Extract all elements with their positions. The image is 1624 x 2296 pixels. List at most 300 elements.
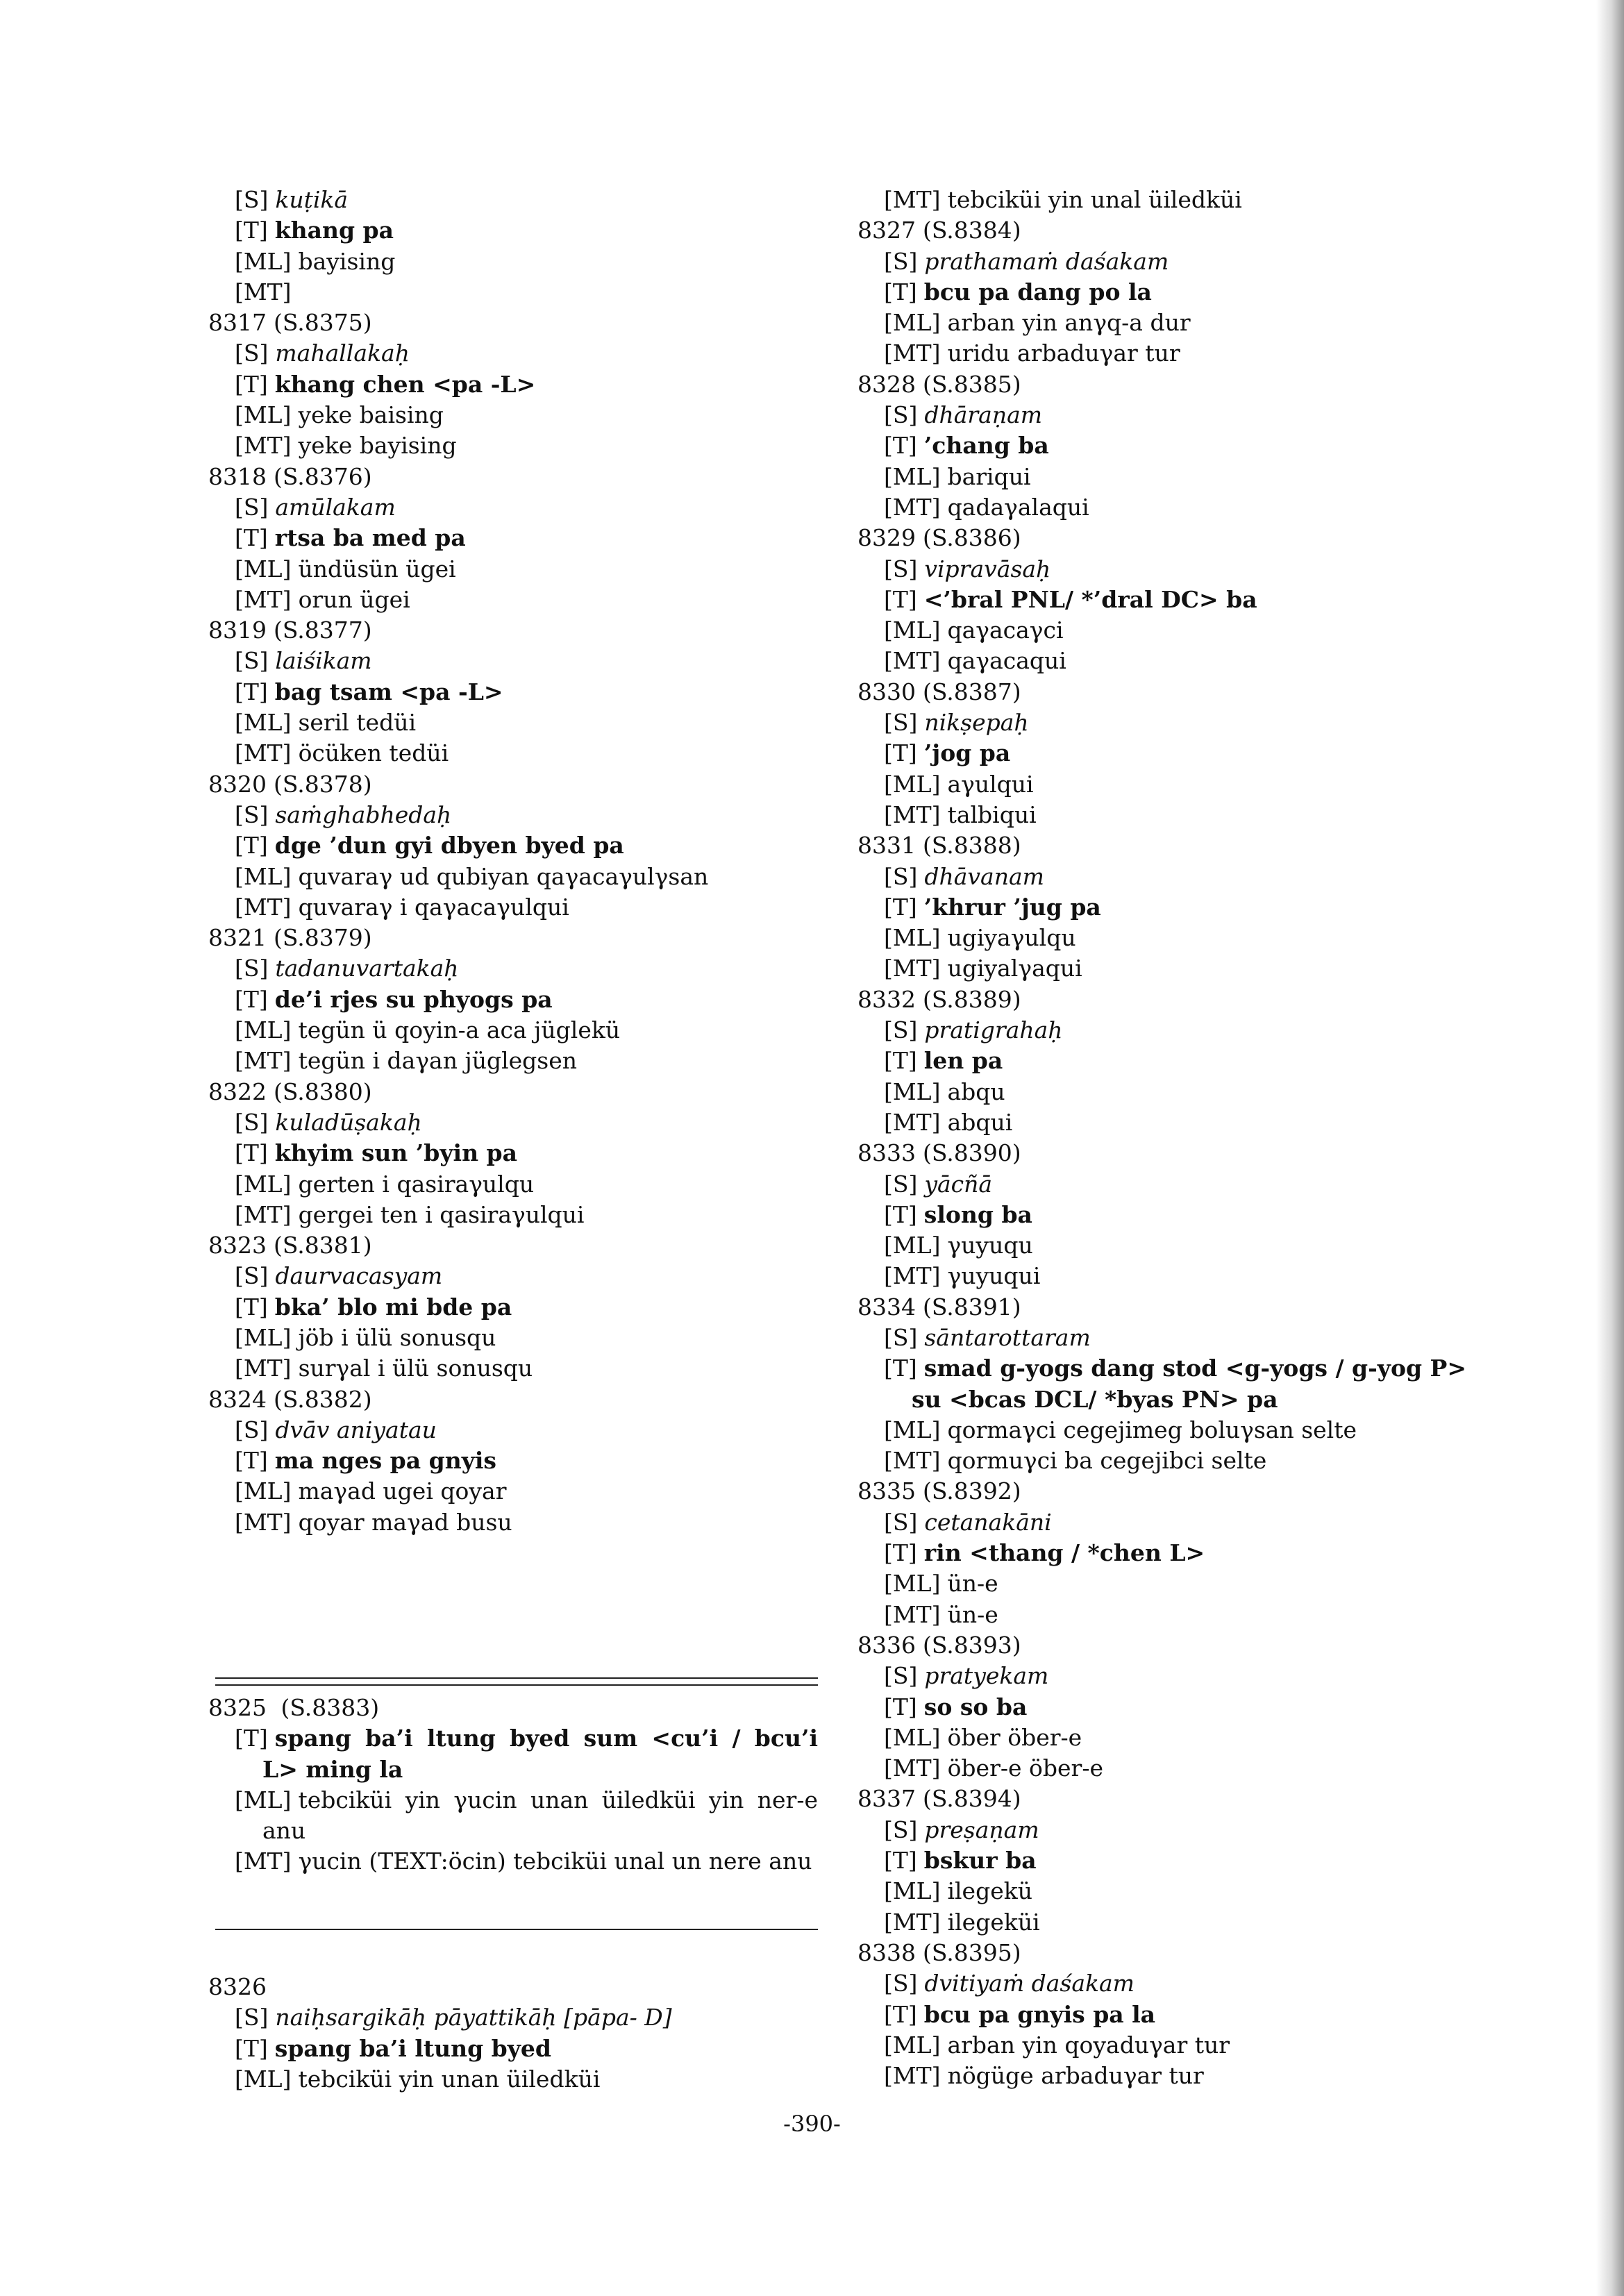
entry-number-line — [857, 1784, 1503, 1814]
entry-number-line — [857, 1476, 1503, 1507]
entry-tag: [MT] — [884, 340, 941, 367]
entry-number-line — [857, 1938, 1503, 1968]
entry-line — [857, 308, 1503, 338]
entry-line — [857, 338, 1503, 369]
entry-tag: [T] — [884, 1539, 917, 1567]
entry-tag: [ML] — [884, 1570, 941, 1598]
entry-text: pratyekam — [924, 1662, 1049, 1690]
entry-tag: [T] — [884, 1200, 917, 1228]
entry-text: tebciküi yin γucin unan üiledküi yin ner-e anu — [262, 1786, 818, 1845]
left-column — [208, 185, 833, 1538]
entry-line — [208, 1446, 833, 1476]
entry-line — [857, 1753, 1503, 1784]
entry-text: ündüsün ügei — [298, 555, 456, 583]
entry-text: pratigrahaḥ — [924, 1016, 1063, 1044]
entry-text: dhāraṇam — [924, 401, 1043, 429]
entry-text: maγad ugei qoyar — [298, 1477, 507, 1505]
entry-text: smad g-yogs dang stod <g-yogs / g-yog P> — [923, 1355, 1466, 1382]
footnote-entry-heading — [208, 1693, 833, 1723]
entry-tag: [S] — [235, 186, 269, 213]
entry-text: ugiyaγulqu — [947, 924, 1076, 952]
entry-number: 8323 — [208, 1232, 267, 1259]
entry-text: ma nges pa gnyis — [274, 1447, 496, 1475]
footnote-line — [208, 1846, 818, 1877]
entry-text: de’i rjes su phyogs pa — [274, 985, 553, 1013]
entry-number-line — [857, 369, 1503, 400]
entry-tag: [MT] — [884, 1262, 941, 1290]
footnote-ref: (S.8383) — [281, 1694, 380, 1721]
entry-line — [208, 1415, 833, 1446]
entry-line — [857, 246, 1503, 277]
entry-line — [857, 1568, 1503, 1599]
entry-tag: [ML] — [884, 1232, 941, 1259]
entry-line — [208, 1200, 833, 1230]
entry-text: slong ba — [923, 1200, 1032, 1228]
entry-tag: [T] — [235, 1447, 268, 1475]
entry-text: tegün i daγan jüglegsen — [298, 1047, 577, 1075]
footnote-single-rule — [215, 1929, 818, 1930]
entry-number: 8329 — [857, 524, 916, 552]
entry-tag: [S] — [235, 647, 269, 675]
entry-line — [857, 1723, 1503, 1753]
entry-line — [857, 923, 1503, 953]
left-column-tail — [208, 1972, 833, 2095]
entry-text: talbiqui — [947, 801, 1037, 828]
entry-line — [208, 862, 833, 892]
entry-tag: [ML] — [235, 401, 292, 429]
entry-tag: [MT] — [235, 278, 292, 305]
entry-tag: [S] — [235, 1416, 269, 1443]
entry-line — [857, 707, 1503, 738]
entry-text: rtsa ba med pa — [274, 524, 466, 552]
entry-tag: [MT] — [235, 1200, 292, 1228]
entry-number: 8336 — [857, 1631, 916, 1659]
entry-text: abqui — [947, 1108, 1013, 1136]
entry-text: su <bcas DCL/ *byas PN> pa — [912, 1385, 1278, 1413]
entry-text: yeke baising — [298, 401, 444, 429]
entry-tag: [S] — [235, 340, 269, 367]
entry-line — [208, 215, 833, 246]
entry-text: len pa — [923, 1047, 1003, 1075]
entry-text: tegün ü qoyin-a aca jüglekü — [298, 1016, 621, 1044]
entry-line — [208, 338, 833, 369]
entry-text: seril tedüi — [298, 709, 417, 737]
entry-tag: [T] — [235, 370, 268, 398]
entry-text: rin <thang / *chen L> — [923, 1539, 1205, 1567]
entry-tag: [T] — [884, 278, 917, 305]
entry-text: khang chen <pa -L> — [274, 370, 536, 398]
entry-line — [857, 1968, 1503, 1999]
entry-text: quvaraγ i qaγacaγulqui — [298, 893, 569, 921]
entry-text: γuyuqu — [947, 1232, 1033, 1259]
entry-line — [857, 2000, 1503, 2030]
entry-line — [857, 1323, 1503, 1353]
entry-line — [208, 185, 833, 215]
entry-text: nikṣepaḥ — [924, 709, 1029, 737]
entry-text: vipravāsaḥ — [924, 555, 1051, 583]
entry-line — [857, 1507, 1503, 1538]
entry-text: prathamaṁ daśakam — [924, 247, 1169, 275]
source-ref: (S.8391) — [922, 1293, 1021, 1321]
entry-line — [208, 492, 833, 523]
entry-line — [208, 400, 833, 430]
entry-line — [208, 369, 833, 400]
source-ref: (S.8393) — [922, 1631, 1021, 1659]
entry-line — [857, 615, 1503, 646]
entry-text: kuṭikā — [275, 186, 349, 213]
entry-tag: [S] — [235, 955, 269, 982]
entry-text: laiśikam — [275, 647, 372, 675]
entry-tag: [T] — [884, 1355, 917, 1382]
entry-tag: [T] — [235, 1139, 268, 1167]
entry-line — [208, 277, 833, 308]
source-ref: (S.8394) — [922, 1785, 1021, 1813]
entry-text: aγulqui — [947, 770, 1034, 798]
entry-tag: [ML] — [235, 1170, 292, 1198]
entry-line — [857, 1200, 1503, 1230]
entry-tag: [S] — [884, 1662, 918, 1690]
entry-tag: [MT] — [235, 893, 292, 921]
source-ref: (S.8378) — [273, 770, 372, 798]
entry-line — [208, 585, 833, 615]
entry-tag: [MT] — [884, 801, 941, 828]
source-ref: (S.8385) — [922, 370, 1021, 398]
entry-line — [857, 1815, 1503, 1845]
entry-tag: [ML] — [884, 309, 941, 337]
entry-tag: [ML] — [235, 1016, 292, 1044]
entry-line — [208, 738, 833, 769]
entry-tag: [T] — [884, 2000, 917, 2028]
entry-tag: [S] — [884, 401, 918, 429]
entry-line — [857, 1261, 1503, 1291]
source-ref: (S.8380) — [273, 1078, 372, 1105]
source-ref: (S.8376) — [273, 462, 372, 490]
right-column — [857, 185, 1503, 2091]
source-ref: (S.8382) — [273, 1385, 372, 1413]
entry-number-line — [208, 1972, 833, 2002]
entry-text: <’bral PNL/ *’dral DC> ba — [923, 585, 1257, 613]
source-ref: (S.8381) — [273, 1232, 372, 1259]
entry-text: spang ba’i ltung byed sum <cu’i / bcu’i L> ming la — [262, 1725, 818, 1783]
entry-line — [208, 2002, 833, 2033]
entry-number: 8319 — [208, 617, 267, 644]
entry-line — [208, 1015, 833, 1046]
entry-number: 8328 — [857, 370, 916, 398]
entry-line — [208, 1323, 833, 1353]
entry-line — [857, 1015, 1503, 1046]
entry-number-line — [857, 1292, 1503, 1323]
entry-line — [208, 1507, 833, 1538]
entry-text: yeke bayising — [298, 432, 457, 460]
entry-text: ’chang ba — [923, 432, 1049, 460]
entry-tag: [ML] — [235, 247, 292, 275]
entry-tag: [T] — [235, 217, 268, 244]
entry-text: ’khrur ’jug pa — [923, 893, 1101, 921]
entry-line — [857, 1353, 1503, 1384]
entry-text: ugiyalγaqui — [947, 955, 1082, 982]
footnote-block — [208, 1693, 833, 1877]
entry-line — [857, 430, 1503, 461]
entry-line — [857, 585, 1503, 615]
entry-tag: [T] — [884, 1847, 917, 1875]
entry-tag: [S] — [884, 555, 918, 583]
entry-line — [857, 862, 1503, 892]
entry-text: surγal i ülü sonusqu — [298, 1355, 533, 1382]
entry-tag: [S] — [235, 1262, 269, 1290]
source-ref: (S.8377) — [273, 617, 372, 644]
entry-text: dvitiyaṁ daśakam — [924, 1970, 1135, 1997]
entry-line — [857, 400, 1503, 430]
entry-text: qoyar maγad busu — [298, 1508, 512, 1536]
entry-line — [857, 1538, 1503, 1568]
entry-number: 8332 — [857, 985, 916, 1013]
entry-tag: [S] — [235, 2004, 269, 2031]
entry-number: 8333 — [857, 1139, 916, 1167]
entry-tag: [ML] — [884, 924, 941, 952]
entry-line — [857, 1845, 1503, 1876]
entry-tag: [S] — [235, 801, 269, 828]
entry-line — [208, 246, 833, 277]
entry-tag: [S] — [235, 493, 269, 521]
entry-tag: [MT] — [884, 2062, 941, 2090]
entry-text: cetanakāni — [924, 1508, 1052, 1536]
entry-tag: [MT] — [235, 585, 292, 613]
entry-line — [857, 1446, 1503, 1476]
entry-number-line — [208, 1077, 833, 1107]
entry-line — [208, 554, 833, 585]
entry-tag: [S] — [884, 709, 918, 737]
entry-number-line — [857, 1138, 1503, 1168]
entry-number-line — [208, 923, 833, 953]
entry-line — [208, 1261, 833, 1291]
entry-number-line — [857, 984, 1503, 1015]
entry-line — [857, 1230, 1503, 1261]
entry-tag: [ML] — [884, 617, 941, 644]
entry-text: öcüken tedüi — [298, 739, 449, 767]
entry-line — [857, 1384, 1503, 1415]
entry-tag: [MT] — [884, 1108, 941, 1136]
entry-tag: [S] — [884, 1816, 918, 1843]
entry-tag: [MT] — [235, 739, 292, 767]
entry-tag: [T] — [884, 1693, 917, 1720]
entry-number: 8337 — [857, 1785, 916, 1813]
source-ref: (S.8384) — [922, 217, 1021, 244]
entry-number: 8324 — [208, 1385, 267, 1413]
source-ref: (S.8375) — [273, 309, 372, 337]
entry-text: kuladūṣakaḥ — [275, 1108, 422, 1136]
entry-text: so so ba — [923, 1693, 1028, 1720]
entry-text: preṣaṇam — [924, 1816, 1039, 1843]
entry-text: ilegeküi — [947, 1908, 1040, 1936]
entry-number: 8334 — [857, 1293, 916, 1321]
entry-line — [208, 1476, 833, 1507]
entry-tag: [ML] — [235, 1477, 292, 1505]
entry-line — [857, 1107, 1503, 1138]
source-ref: (S.8390) — [922, 1139, 1021, 1167]
entry-text: sāntarottaram — [924, 1323, 1091, 1351]
entry-text: gerten i qasiraγulqu — [298, 1170, 535, 1198]
entry-number: 8327 — [857, 217, 916, 244]
entry-line — [857, 892, 1503, 923]
entry-line — [208, 1169, 833, 1200]
entry-text: bariqui — [947, 462, 1031, 490]
entry-tag: [ML] — [884, 1877, 941, 1905]
entry-text: bag tsam <pa -L> — [274, 678, 503, 705]
entry-text: khang pa — [274, 217, 394, 244]
entry-tag: [ML] — [884, 1416, 941, 1443]
footnote-line — [208, 1723, 818, 1785]
entry-tag: [ML] — [884, 770, 941, 798]
entry-text: abqu — [947, 1078, 1005, 1105]
entry-text: ün-e — [947, 1600, 998, 1628]
source-ref: (S.8386) — [922, 524, 1021, 552]
entry-number: 8318 — [208, 462, 267, 490]
entry-line — [208, 1107, 833, 1138]
entry-text: dge ’dun gyi dbyen byed pa — [274, 832, 624, 860]
entry-tag: [T] — [235, 985, 268, 1013]
entry-line — [208, 1292, 833, 1323]
source-ref: (S.8392) — [922, 1477, 1021, 1505]
entry-number-line — [208, 1230, 833, 1261]
entry-line — [857, 2061, 1503, 2091]
entry-tag: [MT] — [884, 1754, 941, 1782]
entry-line — [857, 1876, 1503, 1907]
entry-number: 8326 — [208, 1973, 267, 2000]
entry-text: qaγacaγci — [947, 617, 1064, 644]
entry-line — [208, 984, 833, 1015]
entry-text: tebciküi yin unal üiledküi — [947, 186, 1242, 213]
entry-line — [208, 646, 833, 676]
entry-tag: [S] — [884, 1508, 918, 1536]
scan-edge-shadow — [1596, 0, 1624, 2296]
entry-tag: [MT] — [884, 647, 941, 675]
entry-tag: [T] — [235, 1725, 268, 1752]
entry-line — [857, 277, 1503, 308]
entry-tag: [S] — [884, 247, 918, 275]
entry-tag: [ML] — [235, 555, 292, 583]
entry-number-line — [857, 215, 1503, 246]
entry-line — [208, 953, 833, 984]
entry-line — [857, 1661, 1503, 1691]
entry-tag: [S] — [884, 862, 918, 890]
entry-tag: [T] — [235, 524, 268, 552]
entry-text: dvāv aniyatau — [275, 1416, 437, 1443]
entry-tag: [ML] — [884, 1078, 941, 1105]
entry-number-line — [208, 1384, 833, 1415]
entry-line — [208, 830, 833, 861]
entry-text: qormuγci ba cegejibci selte — [947, 1447, 1267, 1475]
entry-tag: [MT] — [884, 1908, 941, 1936]
entry-text: tadanuvartakaḥ — [275, 955, 459, 982]
entry-line — [208, 800, 833, 830]
entry-tag: [T] — [235, 1293, 268, 1321]
entry-text: bcu pa dang po la — [923, 278, 1152, 305]
entry-text: tebciküi yin unan üiledküi — [298, 2065, 601, 2093]
entry-number: 8335 — [857, 1477, 916, 1505]
entry-text: qadaγalaqui — [947, 493, 1089, 521]
entry-text: dhāvanam — [924, 862, 1044, 890]
entry-tag: [ML] — [235, 2065, 292, 2093]
entry-tag: [MT] — [884, 1600, 941, 1628]
source-ref: (S.8388) — [922, 832, 1021, 860]
page-number: -390- — [783, 2111, 841, 2137]
entry-line — [857, 185, 1503, 215]
entry-tag: [T] — [235, 832, 268, 860]
entry-tag: [S] — [884, 1323, 918, 1351]
entry-line — [208, 2034, 833, 2064]
entry-number: 8320 — [208, 770, 267, 798]
entry-tag: [S] — [884, 1016, 918, 1044]
entry-line — [857, 492, 1503, 523]
entry-text: amūlakam — [275, 493, 396, 521]
entry-number-line — [857, 677, 1503, 707]
entry-tag: [T] — [884, 739, 917, 767]
entry-text: bcu pa gnyis pa la — [923, 2000, 1156, 2028]
entry-text: orun ügei — [298, 585, 410, 613]
entry-tag: [ML] — [884, 462, 941, 490]
source-ref: (S.8395) — [922, 1938, 1021, 1966]
entry-line — [857, 462, 1503, 492]
entry-number-line — [857, 830, 1503, 861]
entry-line — [857, 1077, 1503, 1107]
entry-text: uridu arbaduγar tur — [947, 340, 1180, 367]
entry-line — [208, 1046, 833, 1076]
entry-line — [857, 800, 1503, 830]
entry-text: arban yin qoyaduγar tur — [947, 2031, 1230, 2059]
entry-number-line — [208, 769, 833, 800]
source-ref: (S.8389) — [922, 985, 1021, 1013]
footnote-double-rule — [215, 1677, 818, 1686]
entry-text: spang ba’i ltung byed — [274, 2034, 551, 2062]
entry-text: mahallakaḥ — [275, 340, 410, 367]
entry-tag: [S] — [884, 1970, 918, 1997]
footnote-line — [208, 1785, 818, 1847]
entry-tag: [T] — [235, 678, 268, 705]
entry-tag: [T] — [235, 2034, 268, 2062]
entry-text: jöb i ülü sonusqu — [298, 1323, 496, 1351]
entry-text: ilegekü — [947, 1877, 1032, 1905]
entry-text: ün-e — [947, 1570, 998, 1598]
entry-line — [208, 523, 833, 553]
entry-number-line — [208, 308, 833, 338]
entry-tag: [T] — [884, 585, 917, 613]
source-ref: (S.8379) — [273, 924, 372, 952]
entry-number: 8321 — [208, 924, 267, 952]
entry-tag: [T] — [884, 1047, 917, 1075]
entry-text: saṁghabhedaḥ — [275, 801, 452, 828]
entry-text: γucin (TEXT:öcin) tebciküi unal un nere anu — [298, 1847, 812, 1875]
entry-text: bskur ba — [923, 1847, 1037, 1875]
entry-text: ’jog pa — [923, 739, 1011, 767]
entry-line — [208, 2064, 833, 2095]
entry-text: qaγacaqui — [947, 647, 1066, 675]
entry-tag: [S] — [884, 1170, 918, 1198]
entry-line — [208, 892, 833, 923]
entry-text: quvaraγ ud qubiyan qaγacaγulγsan — [298, 862, 709, 890]
entry-line — [857, 1415, 1503, 1446]
entry-line — [857, 738, 1503, 769]
entry-text: daurvacasyam — [275, 1262, 443, 1290]
entry-text: bka’ blo mi bde pa — [274, 1293, 512, 1321]
entry-line — [208, 707, 833, 738]
entry-tag: [ML] — [235, 862, 292, 890]
entry-tag: [ML] — [884, 1723, 941, 1751]
entry-line — [857, 953, 1503, 984]
entry-number-line — [208, 462, 833, 492]
entry-line — [857, 1169, 1503, 1200]
entry-tag: [T] — [884, 432, 917, 460]
entry-number-line — [857, 1630, 1503, 1661]
